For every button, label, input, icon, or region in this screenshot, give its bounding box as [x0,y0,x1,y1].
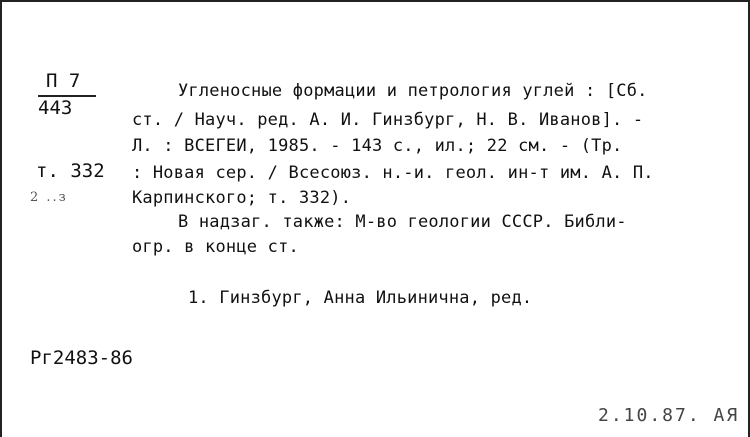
added-entry: 1. Гинзбург, Анна Ильинична, ред. [188,288,533,308]
stamp-date: 2.10.87. АЯ [598,405,740,426]
description-line-5: Карпинского; т. 332). [132,188,352,208]
description-line-2: ст. / Науч. ред. А. И. Гинзбург, Н. В. Иванов]. - [132,110,644,130]
description-line-3: Л. : ВСЕГЕИ, 1985. - 143 с., ил.; 22 см. - (Тр. [132,136,623,156]
volume-mark: т. 332 [36,160,105,182]
shelf-mark-bottom: 443 [38,97,73,119]
handwritten-note: 2 ..з [30,190,68,205]
note-line-2: огр. в конце ст. [132,237,299,257]
call-number: Рг2483-86 [30,347,133,369]
description-line-4: : Новая сер. / Всесоюз. н.-и. геол. ин-т им. А. П. [132,163,654,183]
description-line-1: Угленосные формации и петрология углей : [Сб. [178,81,648,101]
note-line-1: В надзаг. также: М-во геологии СССР. Библи- [178,212,627,232]
shelf-mark-top: П 7 [46,70,81,92]
